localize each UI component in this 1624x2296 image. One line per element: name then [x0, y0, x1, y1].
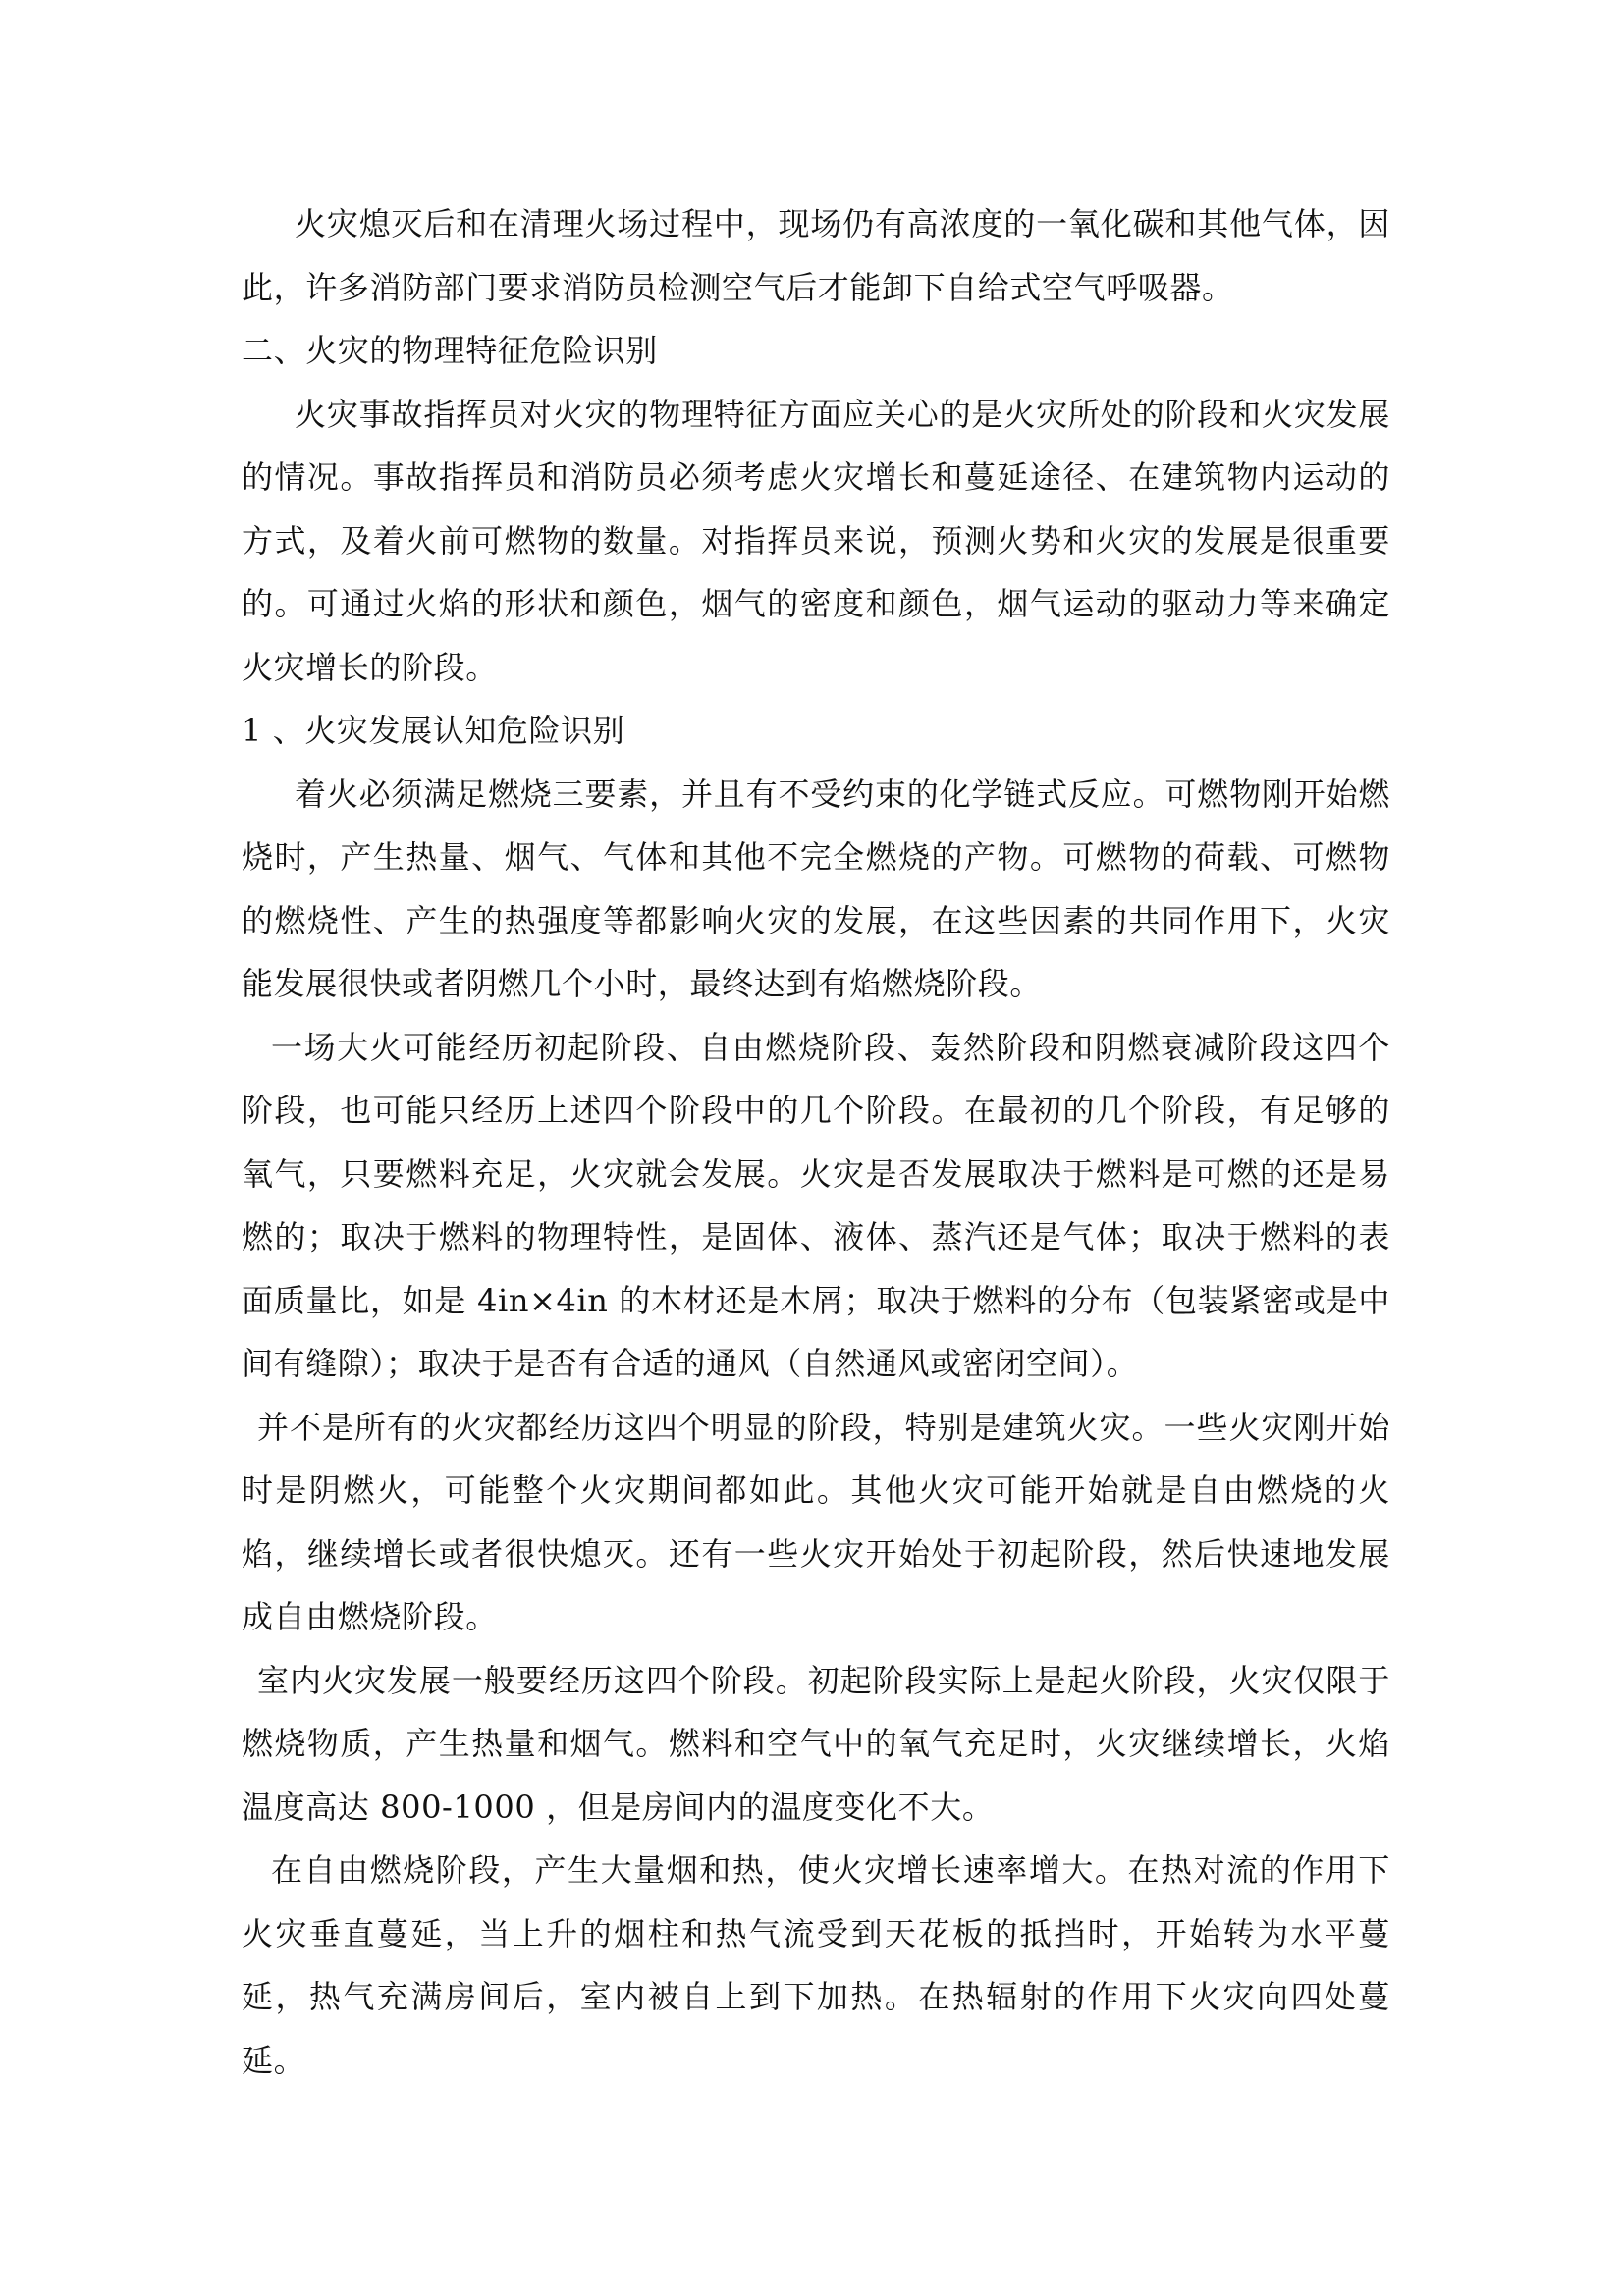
- section-heading-physical-characteristics: 二、火灾的物理特征危险识别: [242, 332, 658, 369]
- paragraph-indoor-fire: 室内火灾发展一般要经历这四个阶段。初起阶段实际上是起火阶段，火灾仅限于燃烧物质，产生热量和烟气。燃料和空气中的氧气充足时，火灾继续增长，火焰温度高达 800-1000 ，但是房间内的温度变化不大。: [242, 1661, 1390, 1826]
- document-body: [242, 192, 1390, 2092]
- paragraph-fire-stage-observation: 火灾事故指挥员对火灾的物理特征方面应关心的是火灾所处的阶段和火灾发展的情况。事故指挥员和消防员必须考虑火灾增长和蔓延途径、在建筑物内运动的方式，及着火前可燃物的数量。对指挥员来说，预测火势和火灾的发展是很重要的。可通过火焰的形状和颜色，烟气的密度和颜色，烟气运动的驱动力等来确定火灾增长的阶段。: [242, 395, 1390, 686]
- paragraph-four-stages: 一场大火可能经历初起阶段、自由燃烧阶段、轰然阶段和阴燃衰减阶段这四个阶段，也可能只经历上述四个阶段中的几个阶段。在最初的几个阶段，有足够的氧气，只要燃料充足，火灾就会发展。火灾是否发展取决于燃料是可燃的还是易燃的；取决于燃料的物理特性，是固体、液体、蒸汽还是气体；取决于燃料的表面质量比，如是 4in×4in 的木材还是木屑；取决于燃料的分布（包装紧密或是中间有缝隙）；取决于是否有合适的通风（自然通风或密闭空间）。: [242, 1028, 1390, 1382]
- paragraph-combustion-elements: 着火必须满足燃烧三要素，并且有不受约束的化学链式反应。可燃物刚开始燃烧时，产生热量、烟气、气体和其他不完全燃烧的产物。可燃物的荷载、可燃物的燃烧性、产生的热强度等都影响火灾的发展，在这些因素的共同作用下，火灾能发展很快或者阴燃几个小时，最终达到有焰燃烧阶段。: [242, 774, 1390, 1002]
- paragraph-free-burning-stage: 在自由燃烧阶段，产生大量烟和热，使火灾增长速率增大。在热对流的作用下火灾垂直蔓延，当上升的烟柱和热气流受到天花板的抵挡时，开始转为水平蔓延，热气充满房间后，室内被自上到下加热。在热辐射的作用下火灾向四处蔓延。: [242, 1851, 1390, 2079]
- subsection-heading-fire-development: 1 、火灾发展认知危险识别: [242, 712, 625, 749]
- paragraph-not-all-fires: 并不是所有的火灾都经历这四个明显的阶段，特别是建筑火灾。一些火灾刚开始时是阴燃火，可能整个火灾期间都如此。其他火灾可能开始就是自由燃烧的火焰，继续增长或者很快熄灭。还有一些火灾开始处于初起阶段，然后快速地发展成自由燃烧阶段。: [242, 1408, 1390, 1635]
- paragraph-carbon-monoxide: 火灾熄灭后和在清理火场过程中，现场仍有高浓度的一氧化碳和其他气体，因此，许多消防部门要求消防员检测空气后才能卸下自给式空气呼吸器。: [242, 205, 1390, 306]
